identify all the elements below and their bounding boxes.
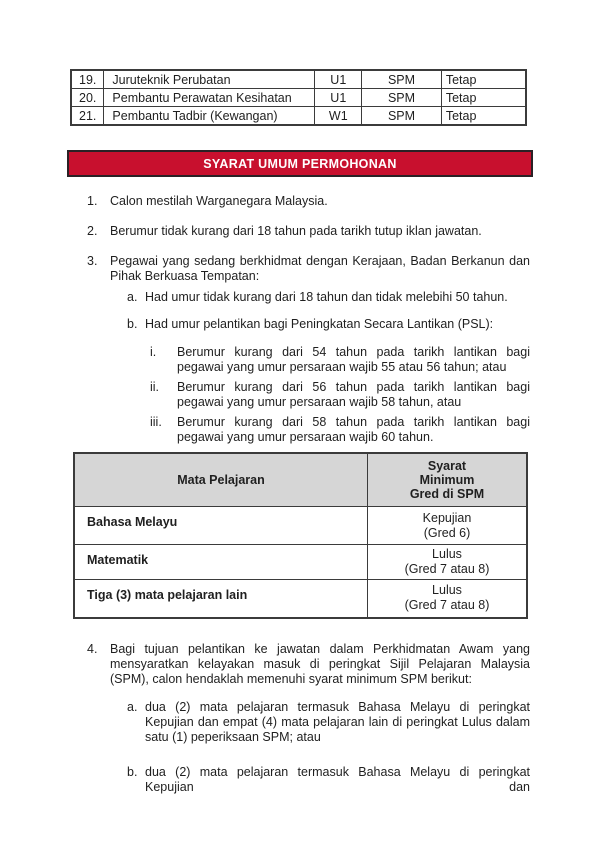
sub-list-item [127, 290, 530, 305]
roman-item-label: iii. [150, 415, 162, 429]
position-no: 20. [71, 89, 104, 107]
roman-item-label: ii. [150, 380, 160, 394]
list-item-number: 1. [87, 194, 98, 208]
subject-name: Tiga (3) mata pelajaran lain [74, 580, 368, 618]
roman-list-item [150, 380, 530, 410]
header-requirement-line: Minimum [419, 473, 475, 487]
subjects-header-row [74, 453, 527, 507]
position-grade: W1 [315, 107, 362, 126]
sub-list-item [127, 700, 530, 745]
list-item-text: Berumur tidak kurang dari 18 tahun pada tarikh tutup iklan jawatan. [110, 224, 482, 238]
sub-item-label: b. [127, 765, 138, 779]
sub-list-item [127, 765, 530, 795]
roman-item-text: Berumur kurang dari 54 tahun pada tarikh lantikan bagi pegawai yang umur persaraan wajib 55 atau 56 tahun; atau [177, 345, 530, 374]
roman-item-label: i. [150, 345, 157, 359]
position-status: Tetap [441, 70, 526, 89]
list-item [87, 224, 530, 239]
position-qualification: SPM [362, 89, 442, 107]
requirement-grade: Kepujian [422, 510, 472, 525]
list-item [87, 194, 530, 209]
subjects-table [73, 452, 528, 619]
position-grade: U1 [315, 70, 362, 89]
roman-list-item [150, 415, 530, 445]
requirement-grade: Lulus [432, 547, 462, 561]
requirement-grade: Lulus [432, 583, 462, 598]
table-row [71, 70, 526, 89]
table-row [74, 545, 527, 580]
table-row [71, 107, 526, 126]
requirement-detail: (Gred 6) [423, 525, 471, 540]
list-item-text: Bagi tujuan pelantikan ke jawatan dalam Perkhidmatan Awam yang mensyaratkan kelayakan masuk di peringkat Sijil Pelajaran Malaysia (SPM), calon hendaklah memenuhi syarat minimum SPM berikut: [110, 642, 530, 686]
subject-name: Matematik [74, 545, 368, 580]
list-item-text: Calon mestilah Warganegara Malaysia. [110, 194, 328, 208]
subject-name: Bahasa Melayu [74, 507, 368, 545]
header-requirement-line: Gred di SPM [409, 487, 485, 501]
subject-requirement [368, 545, 528, 580]
position-name: Pembantu Tadbir (Kewangan) [104, 107, 315, 126]
position-status: Tetap [441, 89, 526, 107]
position-name: Pembantu Perawatan Kesihatan [104, 89, 315, 107]
roman-item-text: Berumur kurang dari 58 tahun pada tarikh lantikan bagi pegawai yang umur persaraan wajib 60 tahun. [177, 415, 530, 444]
position-status: Tetap [441, 107, 526, 126]
sub-item-text: dua (2) mata pelajaran termasuk Bahasa Melayu di peringkat Kepujian dan empat (4) mata pelajaran lain di peringkat Lulus dalam satu (1) peperiksaan SPM; atau [145, 700, 530, 744]
roman-list-item [150, 345, 530, 375]
sub-item-text: Had umur tidak kurang dari 18 tahun dan tidak melebihi 50 tahun. [145, 290, 508, 304]
sub-item-label: a. [127, 700, 138, 714]
table-row [74, 580, 527, 618]
requirement-detail: (Gred 7 atau 8) [404, 598, 490, 613]
position-name: Juruteknik Perubatan [104, 70, 315, 89]
list-item [87, 642, 530, 687]
position-no: 21. [71, 107, 104, 126]
position-qualification: SPM [362, 107, 442, 126]
subject-requirement [368, 507, 528, 545]
sub-list-item [127, 317, 530, 332]
spm-requirement-list [87, 642, 530, 795]
list-item-number: 3. [87, 254, 98, 268]
positions-table [70, 69, 527, 126]
sub-item-label: a. [127, 290, 138, 304]
list-item-text: Pegawai yang sedang berkhidmat dengan Kerajaan, Badan Berkanun dan Pihak Berkuasa Tempatan: [110, 254, 530, 283]
sub-item-text: Had umur pelantikan bagi Peningkatan Secara Lantikan (PSL): [145, 317, 494, 331]
list-item-number: 2. [87, 224, 98, 238]
sub-item-text: dua (2) mata pelajaran termasuk Bahasa Melayu di peringkat Kepujian dan [145, 765, 530, 794]
position-grade: U1 [315, 89, 362, 107]
roman-item-text: Berumur kurang dari 56 tahun pada tarikh lantikan bagi pegawai yang umur persaraan wajib 58 tahun, atau [177, 380, 530, 409]
position-no: 19. [71, 70, 104, 89]
table-row [71, 89, 526, 107]
section-banner [67, 150, 533, 177]
list-item [87, 254, 530, 284]
subjects-header-requirement [368, 453, 528, 507]
subject-requirement [368, 580, 528, 618]
table-row [74, 507, 527, 545]
list-item-number: 4. [87, 642, 98, 656]
header-requirement-line: Syarat [427, 459, 467, 473]
requirement-detail: (Gred 7 atau 8) [404, 562, 490, 576]
section-banner-title: SYARAT UMUM PERMOHONAN [203, 156, 397, 171]
position-qualification: SPM [362, 70, 442, 89]
general-conditions-list [87, 194, 530, 445]
subjects-header-subject: Mata Pelajaran [74, 453, 368, 507]
sub-item-label: b. [127, 317, 138, 331]
